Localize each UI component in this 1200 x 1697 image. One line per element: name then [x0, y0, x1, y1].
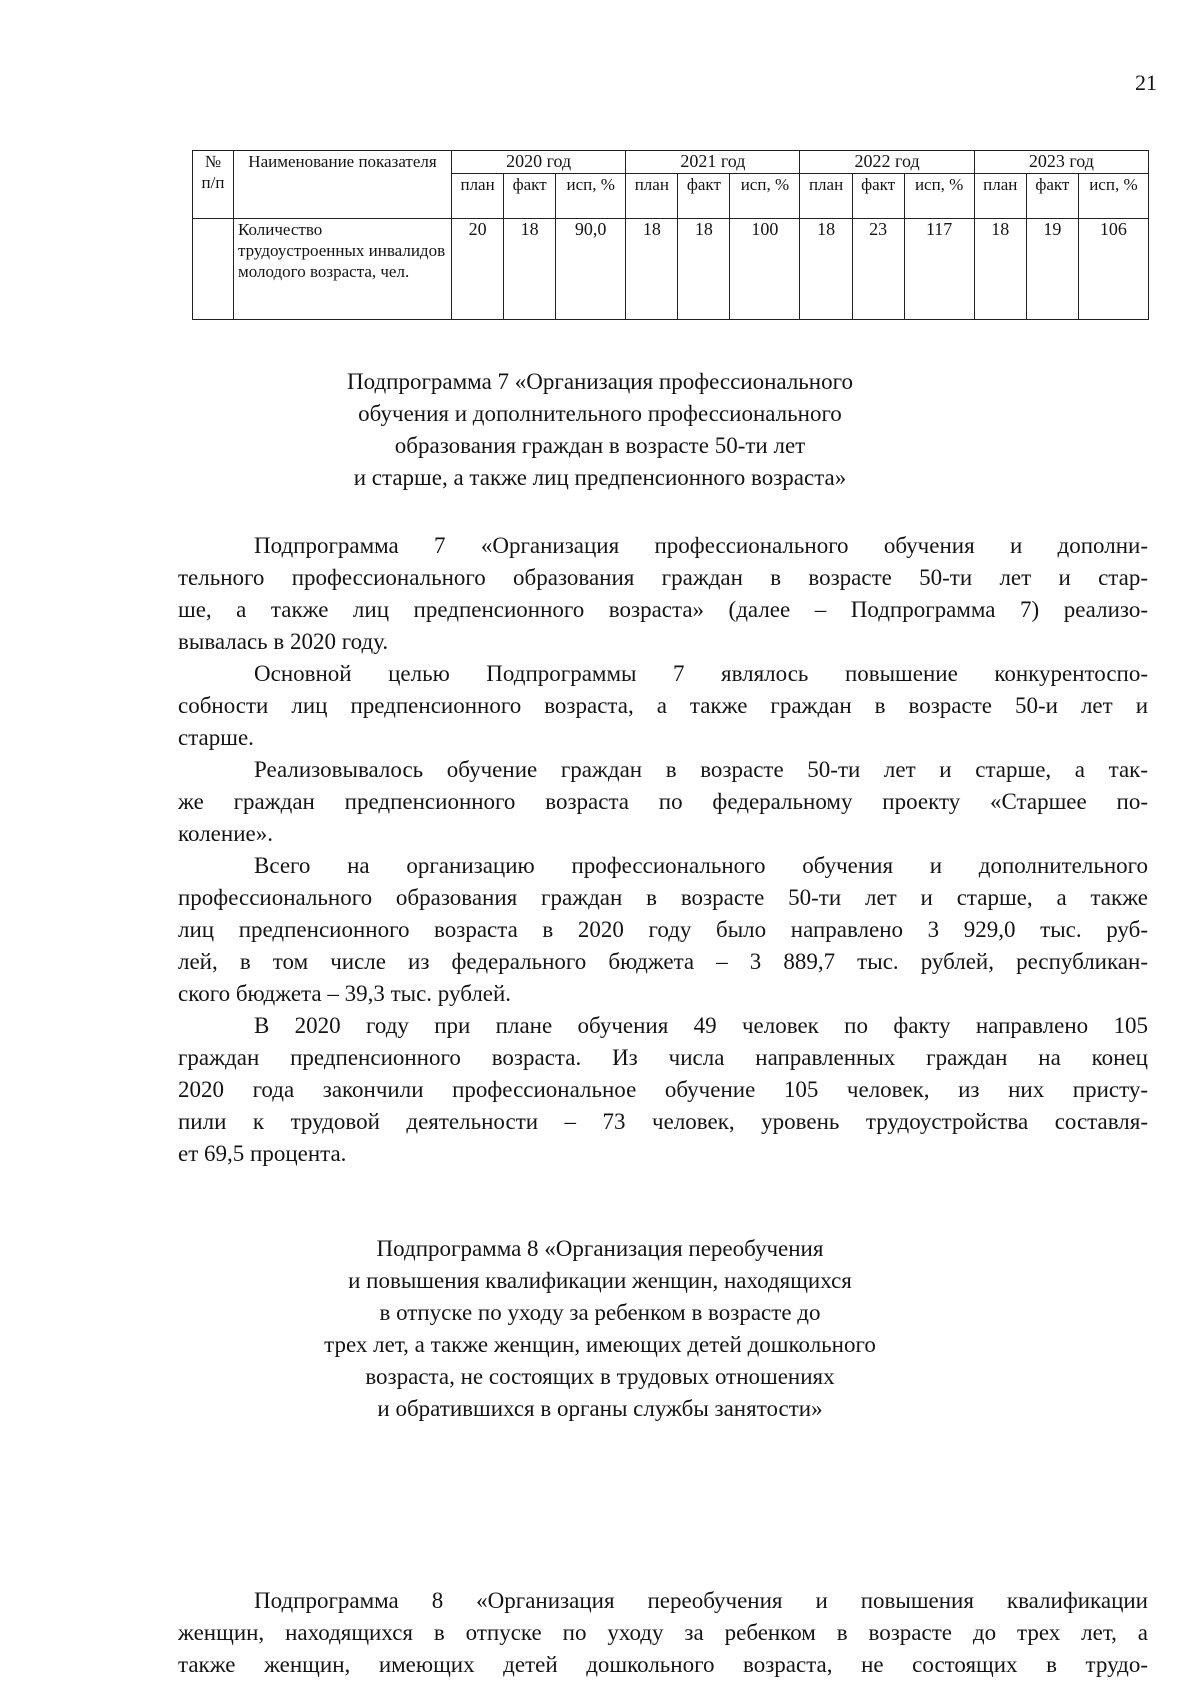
- value-cell: 18: [504, 219, 556, 320]
- col-num-header: № п/п: [193, 151, 234, 219]
- heading-line: возраста, не состоящих в трудовых отношениях: [365, 1364, 835, 1389]
- value-cell: 18: [800, 219, 852, 320]
- table-row: [193, 219, 1149, 320]
- value-cell: 90,0: [556, 219, 626, 320]
- year-2023-header: 2023 год: [974, 151, 1148, 174]
- text-line: Подпрограмма 7 «Организация профессионального обучения и дополни-: [254, 533, 1148, 558]
- indicators-table: [192, 150, 1149, 320]
- value-cell: 18: [678, 219, 730, 320]
- text-line: Основной целью Подпрограммы 7 являлось повышение конкурентоспо-: [254, 661, 1148, 686]
- heading-line: Подпрограмма 7 «Организация профессионального: [347, 369, 853, 394]
- heading-line: трех лет, а также женщин, имеющих детей дошкольного: [324, 1332, 876, 1357]
- value-cell: 23: [852, 219, 904, 320]
- paragraph: [178, 850, 1148, 1010]
- text-line: вывалась в 2020 году.: [178, 629, 389, 654]
- text-line: собности лиц предпенсионного возраста, а также граждан в возрасте 50-и лет и: [178, 693, 1148, 718]
- text-line: же граждан предпенсионного возраста по федеральному проекту «Старшее по-: [178, 789, 1148, 814]
- text-line: коление».: [178, 821, 273, 846]
- text-line: Подпрограмма 8 «Организация переобучения и повышения квалификации: [254, 1588, 1148, 1613]
- sub-header-plan: план: [452, 174, 504, 219]
- heading-line: и старше, а также лиц предпенсионного возраста»: [353, 465, 847, 490]
- heading-line: и обратившихся в органы службы занятости»: [377, 1396, 823, 1421]
- sub-header-percent: исп, %: [730, 174, 800, 219]
- sub-header-fact: факт: [504, 174, 556, 219]
- text-line: пили к трудовой деятельности – 73 человек, уровень трудоустройства составля-: [178, 1109, 1148, 1134]
- paragraph: [178, 754, 1148, 850]
- sub-header-plan: план: [800, 174, 852, 219]
- value-cell: 100: [730, 219, 800, 320]
- col-name-header: Наименование показателя: [234, 151, 452, 219]
- value-cell: 18: [626, 219, 678, 320]
- sub-header-percent: исп, %: [1078, 174, 1148, 219]
- section8-body: [178, 1585, 1148, 1681]
- text-line: лей, в том числе из федерального бюджета – 3 889,7 тыс. рублей, республикан-: [178, 949, 1148, 974]
- text-line: женщин, находящихся в отпуске по уходу за ребенком в возрасте до трех лет, а: [178, 1620, 1148, 1645]
- text-line: профессионального образования граждан в возрасте 50-ти лет и старше, а также: [178, 885, 1148, 910]
- section7-body: [178, 530, 1148, 1170]
- sub-header-plan: план: [626, 174, 678, 219]
- text-line: ского бюджета – 39,3 тыс. рублей.: [178, 981, 512, 1006]
- year-2022-header: 2022 год: [800, 151, 974, 174]
- text-line: также женщин, имеющих детей дошкольного возраста, не состоящих в трудо-: [178, 1652, 1148, 1677]
- text-line: лиц предпенсионного возраста в 2020 году было направлено 3 929,0 тыс. руб-: [178, 917, 1148, 942]
- paragraph: [178, 530, 1148, 658]
- value-cell: 117: [904, 219, 974, 320]
- row-num-cell: [193, 219, 234, 320]
- row-name-cell: Количество трудоустроенных инвалидов молодого возраста, чел.: [234, 219, 452, 320]
- sub-header-fact: факт: [852, 174, 904, 219]
- sub-header-fact: факт: [1026, 174, 1078, 219]
- heading-line: обучения и дополнительного профессионального: [358, 401, 842, 426]
- section7-heading: [0, 366, 1200, 494]
- heading-line: в отпуске по уходу за ребенком в возрасте до: [379, 1300, 821, 1325]
- sub-header-percent: исп, %: [556, 174, 626, 219]
- heading-line: Подпрограмма 8 «Организация переобучения: [376, 1236, 824, 1261]
- paragraph: [178, 658, 1148, 754]
- heading-line: образования граждан в возрасте 50-ти лет: [394, 433, 806, 458]
- section8-heading: [0, 1233, 1200, 1425]
- paragraph: [178, 1585, 1148, 1681]
- text-line: граждан предпенсионного возраста. Из числа направленных граждан на конец: [178, 1045, 1148, 1070]
- text-line: Реализовывалось обучение граждан в возрасте 50-ти лет и старше, а так-: [254, 757, 1148, 782]
- text-line: В 2020 году при плане обучения 49 человек по факту направлено 105: [254, 1013, 1148, 1038]
- value-cell: 106: [1078, 219, 1148, 320]
- text-line: Всего на организацию профессионального обучения и дополнительного: [254, 853, 1148, 878]
- sub-header-fact: факт: [678, 174, 730, 219]
- year-2021-header: 2021 год: [626, 151, 800, 174]
- text-line: 2020 года закончили профессиональное обучение 105 человек, из них присту-: [178, 1077, 1148, 1102]
- value-cell: 18: [974, 219, 1026, 320]
- heading-line: и повышения квалификации женщин, находящихся: [348, 1268, 852, 1293]
- value-cell: 20: [452, 219, 504, 320]
- year-2020-header: 2020 год: [452, 151, 626, 174]
- sub-header-percent: исп, %: [904, 174, 974, 219]
- value-cell: 19: [1026, 219, 1078, 320]
- paragraph: [178, 1010, 1148, 1170]
- page-number: 21: [1135, 70, 1157, 95]
- sub-header-plan: план: [974, 174, 1026, 219]
- text-line: ет 69,5 процента.: [178, 1141, 347, 1166]
- text-line: старше.: [178, 725, 254, 750]
- text-line: тельного профессионального образования граждан в возрасте 50-ти лет и стар-: [178, 565, 1148, 590]
- text-line: ше, а также лиц предпенсионного возраста» (далее – Подпрограмма 7) реализо-: [178, 597, 1148, 622]
